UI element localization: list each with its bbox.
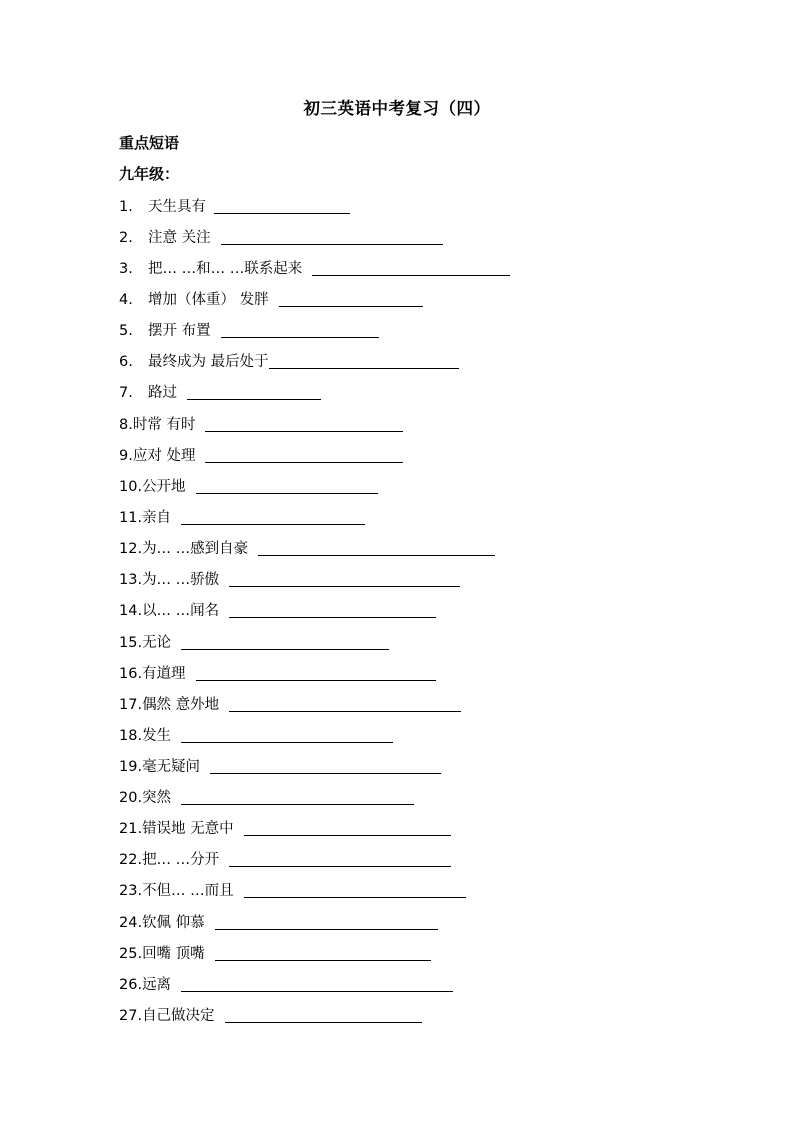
answer-blank[interactable] xyxy=(181,804,414,805)
list-item xyxy=(119,599,436,621)
answer-blank[interactable] xyxy=(205,431,403,432)
item-number: 15. xyxy=(119,635,143,651)
item-phrase: 路过 xyxy=(148,385,177,401)
list-item xyxy=(119,879,466,901)
item-number: 2. xyxy=(119,230,133,246)
item-number: 6. xyxy=(119,354,133,370)
answer-blank[interactable] xyxy=(181,991,453,992)
item-number: 8. xyxy=(119,417,133,433)
answer-blank[interactable] xyxy=(196,493,378,494)
answer-blank[interactable] xyxy=(269,368,459,369)
answer-blank[interactable] xyxy=(215,960,431,961)
answer-blank[interactable] xyxy=(244,835,451,836)
item-phrase: 天生具有 xyxy=(148,199,206,215)
answer-blank[interactable] xyxy=(187,399,321,400)
list-item xyxy=(119,537,495,559)
list-item xyxy=(119,817,451,839)
item-number: 13. xyxy=(119,572,143,588)
item-number: 24. xyxy=(119,915,143,931)
answer-blank[interactable] xyxy=(205,462,403,463)
item-phrase: 为… …骄傲 xyxy=(142,572,220,588)
item-number: 10. xyxy=(119,479,143,495)
page-title: 初三英语中考复习（四） xyxy=(303,99,491,118)
list-item xyxy=(119,973,453,995)
item-phrase: 以… …闻名 xyxy=(142,603,220,619)
item-number: 23. xyxy=(119,883,143,899)
item-number: 17. xyxy=(119,697,143,713)
answer-blank[interactable] xyxy=(181,649,389,650)
list-item xyxy=(119,381,321,403)
list-item xyxy=(119,1004,422,1026)
answer-blank[interactable] xyxy=(215,929,438,930)
list-item xyxy=(119,848,451,870)
item-phrase: 公开地 xyxy=(142,479,186,495)
list-item xyxy=(119,195,350,217)
list-item xyxy=(119,350,459,372)
item-number: 27. xyxy=(119,1008,143,1024)
item-phrase: 最终成为 最后处于 xyxy=(148,354,269,370)
answer-blank[interactable] xyxy=(229,586,460,587)
answer-blank[interactable] xyxy=(229,866,451,867)
list-item xyxy=(119,724,393,746)
item-phrase: 应对 处理 xyxy=(132,448,196,464)
item-phrase: 增加（体重） 发胖 xyxy=(148,292,269,308)
item-phrase: 错误地 无意中 xyxy=(142,821,234,837)
item-phrase: 亲自 xyxy=(142,510,172,526)
item-number: 9. xyxy=(119,448,133,464)
item-number: 11. xyxy=(119,510,143,526)
answer-blank[interactable] xyxy=(225,1022,422,1023)
item-phrase: 远离 xyxy=(142,977,172,993)
list-item xyxy=(119,319,379,341)
answer-blank[interactable] xyxy=(244,897,466,898)
item-phrase: 无论 xyxy=(142,635,172,651)
item-phrase: 毫无疑问 xyxy=(142,759,201,775)
item-number: 1. xyxy=(119,199,133,215)
list-item xyxy=(119,506,365,528)
item-number: 16. xyxy=(119,666,143,682)
item-number: 4. xyxy=(119,292,133,308)
item-number: 5. xyxy=(119,323,133,339)
item-phrase: 偶然 意外地 xyxy=(142,697,220,713)
list-item xyxy=(119,444,403,466)
list-item xyxy=(119,631,389,653)
item-number: 19. xyxy=(119,759,143,775)
answer-blank[interactable] xyxy=(229,617,436,618)
list-item xyxy=(119,568,460,590)
answer-blank[interactable] xyxy=(210,773,441,774)
answer-blank[interactable] xyxy=(196,680,436,681)
item-phrase: 发生 xyxy=(142,728,172,744)
answer-blank[interactable] xyxy=(221,244,443,245)
item-number: 25. xyxy=(119,946,143,962)
answer-blank[interactable] xyxy=(229,711,461,712)
list-item xyxy=(119,786,414,808)
list-item xyxy=(119,288,423,310)
answer-blank[interactable] xyxy=(279,306,423,307)
list-item xyxy=(119,475,378,497)
list-item xyxy=(119,226,443,248)
section-heading: 重点短语 xyxy=(119,134,180,152)
item-phrase: 钦佩 仰慕 xyxy=(142,915,205,931)
grade-heading: 九年级： xyxy=(119,165,180,183)
item-number: 21. xyxy=(119,821,143,837)
list-item xyxy=(119,693,461,715)
list-item xyxy=(119,662,436,684)
list-item xyxy=(119,911,438,933)
answer-blank[interactable] xyxy=(258,555,495,556)
item-number: 22. xyxy=(119,852,143,868)
answer-blank[interactable] xyxy=(181,524,365,525)
item-phrase: 自己做决定 xyxy=(142,1008,215,1024)
item-number: 20. xyxy=(119,790,143,806)
list-item xyxy=(119,257,510,279)
item-phrase: 为… …感到自豪 xyxy=(142,541,249,557)
item-phrase: 突然 xyxy=(142,790,172,806)
item-phrase: 把… …分开 xyxy=(142,852,220,868)
item-phrase: 回嘴 顶嘴 xyxy=(142,946,205,962)
list-item xyxy=(119,942,431,964)
item-phrase: 不但… …而且 xyxy=(142,883,234,899)
item-number: 26. xyxy=(119,977,143,993)
item-number: 3. xyxy=(119,261,133,277)
answer-blank[interactable] xyxy=(312,275,510,276)
item-number: 7. xyxy=(119,385,133,401)
item-phrase: 时常 有时 xyxy=(132,417,196,433)
list-item xyxy=(119,413,403,435)
item-number: 18. xyxy=(119,728,143,744)
item-phrase: 摆开 布置 xyxy=(148,323,211,339)
item-phrase: 注意 关注 xyxy=(148,230,211,246)
item-number: 14. xyxy=(119,603,143,619)
list-item xyxy=(119,755,441,777)
item-number: 12. xyxy=(119,541,143,557)
item-phrase: 把… …和… …联系起来 xyxy=(148,261,303,277)
answer-blank[interactable] xyxy=(214,213,350,214)
answer-blank[interactable] xyxy=(181,742,393,743)
answer-blank[interactable] xyxy=(221,337,379,338)
item-phrase: 有道理 xyxy=(142,666,186,682)
